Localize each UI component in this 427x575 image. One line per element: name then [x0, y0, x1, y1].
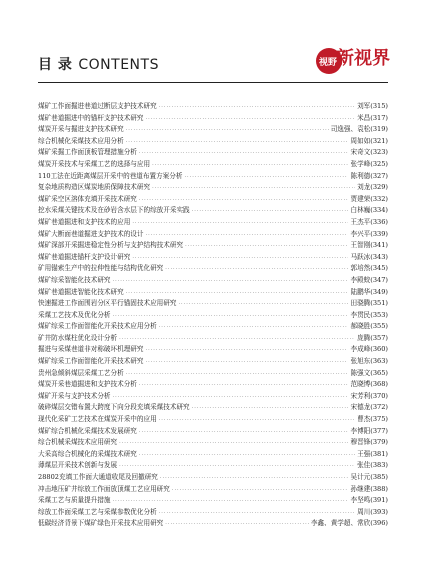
toc-entry-author: 张佳	[357, 461, 371, 470]
leader-dots	[139, 380, 349, 391]
toc-entry-title: 煤炭开采巷道掘进和支护技术分析	[38, 380, 137, 389]
toc-entry-title: 综合机械化采煤技术应用分析	[38, 136, 124, 145]
toc-entry-title: 低碳经济背景下煤矿绿色开采技术应用研究	[38, 519, 164, 528]
leader-dots	[139, 148, 349, 159]
leader-dots	[178, 299, 348, 310]
toc-entry[interactable]	[38, 252, 388, 264]
leader-dots	[139, 427, 349, 438]
toc-entry-author: 范晓博	[350, 380, 371, 389]
leader-dots	[146, 114, 356, 125]
toc-entry-title: 矿用锚索生产中的拉伸性能与结构优化研究	[38, 264, 164, 273]
toc-entry-title: 综放工作面采煤工艺与采煤参数优化分析	[38, 507, 157, 516]
toc-entry-page: (370)	[370, 391, 388, 400]
toc-entry-title: 煤炭开采技术与采煤工艺的选择与应用	[38, 159, 151, 168]
toc-entry-author: 周如如	[350, 136, 371, 145]
toc-entry[interactable]	[38, 240, 388, 252]
leader-dots	[139, 195, 349, 206]
toc-entry-page: (325)	[370, 159, 388, 168]
toc-entry-author: 李鑫、黄学超、常欣	[310, 519, 371, 528]
toc-entry-page: (339)	[370, 229, 388, 238]
toc-entry-page: (360)	[370, 345, 388, 354]
toc-entry-page: (334)	[370, 206, 388, 215]
toc-entry-page: (317)	[370, 113, 388, 122]
toc-entry-title: 煤矿综采智能化技术研究	[38, 275, 111, 284]
toc-entry-title: 煤矿巷道掘进智能化技术研究	[38, 287, 124, 296]
toc-entry-page: (347)	[370, 275, 388, 284]
toc-entry[interactable]	[38, 263, 388, 275]
toc-entry[interactable]	[38, 379, 388, 391]
toc-entry-author: 穆晋锋	[350, 438, 371, 447]
toc-entry-author: 张旭东	[350, 357, 371, 366]
toc-header	[38, 50, 388, 80]
toc-entry-title: 煤矿深部开采掘进稳定性分析与支护结构技术研究	[38, 241, 184, 250]
toc-entry[interactable]	[38, 437, 388, 449]
toc-entry[interactable]	[38, 344, 388, 356]
toc-entry-title: 煤矿巷道掘进中的锚杆支护技术研究	[38, 113, 144, 122]
leader-dots	[139, 450, 355, 461]
toc-entry-title: 煤矿工作面掘进巷道过断层支护技术研究	[38, 102, 157, 110]
toc-entry-title: 掘进与采煤巷道非对称破坏机理研究	[38, 345, 144, 354]
toc-entry-author: 刘龙	[357, 183, 371, 192]
logo-text: 新视界	[336, 48, 390, 69]
toc-entry-author: 孙继建	[350, 484, 371, 493]
toc-entry-title: 28802充填工作面大通道收尾及回撤研究	[38, 473, 158, 481]
toc-entry-title: 综合机械采煤技术应用研究	[38, 438, 118, 447]
leader-dots	[192, 403, 349, 414]
toc-entry[interactable]	[38, 391, 388, 403]
toc-entry-author: 庞腾	[357, 333, 371, 342]
toc-entry-author: 李贯民	[350, 310, 371, 319]
toc-entry[interactable]	[38, 333, 388, 345]
toc-entry-title: 冲击地压矿井综放工作面放顶煤工艺应用研究	[38, 484, 170, 493]
toc-entry-page: (349)	[370, 287, 388, 296]
toc-entry-author: 刘军	[357, 102, 371, 110]
leader-dots	[159, 102, 355, 113]
toc-entry-title: 煤矿开采与支护技术分析	[38, 391, 111, 400]
toc-entry-page: (375)	[370, 415, 388, 424]
leader-dots	[119, 334, 355, 345]
toc-entry-page: (377)	[370, 426, 388, 435]
toc-entry-title: 煤矿采掘工作面顶板管理措施分析	[38, 148, 137, 157]
toc-entry[interactable]	[38, 136, 388, 148]
leader-dots	[113, 311, 349, 322]
toc-entry-page: (363)	[370, 357, 388, 366]
toc-entry[interactable]	[38, 484, 388, 496]
toc-entry-page: (319)	[370, 125, 388, 134]
toc-entry[interactable]	[38, 310, 388, 322]
leader-dots	[113, 496, 349, 507]
toc-entry-author: 王强	[357, 449, 371, 458]
toc-entry-title: 煤矿综合机械化采煤技术发展研究	[38, 426, 137, 435]
toc-entry-author: 李博阳	[350, 426, 371, 435]
toc-entry-page: (355)	[370, 322, 388, 331]
toc-entry-title: 煤矿巷道掘进和支护技术的应用	[38, 217, 131, 226]
toc-entry[interactable]	[38, 101, 388, 113]
toc-entry[interactable]	[38, 113, 388, 125]
toc-entry[interactable]	[38, 426, 388, 438]
leader-dots	[159, 508, 355, 519]
toc-entry-page: (368)	[370, 380, 388, 389]
toc-entry-author: 米昌	[357, 113, 371, 122]
toc-entry[interactable]	[38, 298, 388, 310]
toc-entry[interactable]	[38, 321, 388, 333]
toc-entry[interactable]	[38, 217, 388, 229]
toc-entry-title: 现代化采矿工艺技术在煤炭开采中的应用	[38, 415, 157, 424]
toc-entry[interactable]	[38, 287, 388, 299]
leader-dots	[119, 461, 355, 472]
toc-entry-page: (388)	[370, 484, 388, 493]
toc-entry-page: (315)	[370, 102, 388, 110]
toc-entry-author: 吴计元	[350, 473, 371, 481]
leader-dots	[185, 241, 348, 252]
toc-entry-author: 马跃冰	[350, 252, 371, 261]
leader-dots	[160, 473, 349, 484]
toc-entry[interactable]	[38, 205, 388, 217]
toc-entry-title: 薄煤层开采技术创新与发展	[38, 461, 118, 470]
title-en: CONTENTS	[78, 57, 159, 73]
toc-entry-page: (343)	[370, 252, 388, 261]
header-divider	[38, 82, 388, 83]
toc-entry-title: 110工法在近距离煤层开采中的巷道布置方案分析	[38, 171, 183, 180]
toc-entry[interactable]	[38, 124, 388, 136]
leader-dots	[126, 137, 349, 148]
toc-entry-page: (383)	[370, 461, 388, 470]
toc-entry-title: 煤矿综采工作面智能化开采技术研究	[38, 357, 144, 366]
leader-dots	[146, 357, 349, 368]
toc-entry[interactable]	[38, 194, 388, 206]
toc-entry-author: 李坚鸣	[350, 496, 371, 505]
toc-entry[interactable]	[38, 356, 388, 368]
toc-entry-author: 宋芳利	[350, 391, 371, 400]
toc-entry-page: (372)	[370, 403, 388, 412]
toc-entry-page: (336)	[370, 217, 388, 226]
toc-entry-author: 白林巍	[350, 206, 371, 215]
toc-entry[interactable]	[38, 171, 388, 183]
toc-entry-page: (341)	[370, 241, 388, 250]
toc-entry-author: 王智刚	[350, 241, 371, 250]
toc-entry-page: (381)	[370, 449, 388, 458]
toc-entry-page: (323)	[370, 148, 388, 157]
toc-entry[interactable]	[38, 275, 388, 287]
toc-entry-author: 宋德龙	[350, 403, 371, 412]
toc-entry-author: 郝晓胜	[350, 322, 371, 331]
toc-entry-page: (365)	[370, 368, 388, 377]
toc-entry-author: 司逸强、袁松	[330, 125, 371, 134]
toc-entry[interactable]	[38, 507, 388, 519]
toc-entry-author: 王杰平	[350, 217, 371, 226]
toc-entry-page: (385)	[370, 473, 388, 481]
leader-dots	[126, 125, 329, 136]
page-title	[38, 54, 159, 74]
leader-dots	[146, 345, 349, 356]
toc-entry-author: 陆鹏华	[350, 287, 371, 296]
leader-dots	[152, 183, 355, 194]
toc-entry-page: (353)	[370, 310, 388, 319]
toc-entry-title: 煤矿大断面巷道掘进支护技术的设计	[38, 229, 144, 238]
toc-entry-title: 大采高综合机械化的采煤技术研究	[38, 449, 137, 458]
toc-entry-author: 张学峰	[350, 159, 371, 168]
leader-dots	[184, 172, 348, 183]
toc-entry-title: 煤矿巷道掘进锚杆支护设计研究	[38, 252, 131, 261]
toc-entry-author: 李殿蛟	[350, 275, 371, 284]
toc-entry-page: (393)	[370, 507, 388, 516]
leader-dots	[126, 288, 349, 299]
toc-entry[interactable]	[38, 368, 388, 380]
toc-entry-title: 煤炭开采与掘进支护技术研究	[38, 125, 124, 134]
toc-entry[interactable]	[38, 518, 388, 530]
logo-mark: 视野	[319, 58, 338, 68]
leader-dots	[165, 264, 348, 275]
leader-dots	[146, 230, 349, 241]
toc-entry[interactable]	[38, 402, 388, 414]
toc-entry-title: 贵州急倾斜煤层采煤工艺分析	[38, 368, 124, 377]
leader-dots	[132, 218, 348, 229]
toc-entry-author: 郭培然	[350, 264, 371, 273]
leader-dots	[152, 160, 348, 171]
leader-dots	[192, 206, 349, 217]
toc-entry-author: 李兴平	[350, 229, 371, 238]
toc-entry-title: 煤矿综采工作面智能化开采技术应用分析	[38, 322, 157, 331]
toc-entry-title: 破碎煤层交错布置大跨度下向分段充填采煤技术研究	[38, 403, 190, 412]
toc-entry-page: (357)	[370, 333, 388, 342]
leader-dots	[113, 276, 349, 287]
toc-entry-title: 采煤工艺技术及优化分析	[38, 310, 111, 319]
toc-list	[38, 101, 388, 530]
toc-entry-author: 宋奇文	[350, 148, 371, 157]
toc-entry-page: (391)	[370, 496, 388, 505]
toc-entry[interactable]	[38, 495, 388, 507]
leader-dots	[165, 519, 309, 530]
toc-entry[interactable]	[38, 159, 388, 171]
toc-entry-title: 矿井防水煤柱优化设计分析	[38, 333, 118, 342]
title-cn: 目 录	[38, 57, 73, 73]
toc-entry-page: (321)	[370, 136, 388, 145]
toc-entry-author: 周川	[357, 507, 371, 516]
toc-entry-title: 挖水采煤关键技术及在砂岩含水层下的综放开采实践	[38, 206, 190, 215]
toc-entry[interactable]	[38, 460, 388, 472]
toc-entry-author: 陈强文	[350, 368, 371, 377]
toc-entry[interactable]	[38, 147, 388, 159]
leader-dots	[126, 369, 349, 380]
toc-entry-author: 贾建荣	[350, 194, 371, 203]
toc-entry-title: 复杂地质构造区煤炭地质保障技术研究	[38, 183, 151, 192]
toc-entry-title: 快速掘进工作面围岩分区平行锚固技术应用研究	[38, 299, 177, 308]
leader-dots	[172, 485, 349, 496]
toc-entry-author: 田骁腾	[350, 299, 371, 308]
toc-entry[interactable]	[38, 182, 388, 194]
toc-entry[interactable]	[38, 229, 388, 241]
toc-entry[interactable]	[38, 472, 388, 484]
toc-entry-page: (351)	[370, 299, 388, 308]
toc-entry-page: (327)	[370, 171, 388, 180]
leader-dots	[119, 438, 348, 449]
toc-entry[interactable]	[38, 414, 388, 426]
toc-entry-page: (332)	[370, 194, 388, 203]
leader-dots	[113, 392, 349, 403]
journal-logo	[316, 48, 388, 78]
leader-dots	[159, 415, 355, 426]
toc-entry-author: 曹杰	[357, 415, 371, 424]
toc-entry-page: (396)	[370, 519, 388, 528]
toc-entry[interactable]	[38, 449, 388, 461]
toc-entry-title: 煤矿采空区溶体充填开采技术研究	[38, 194, 137, 203]
leader-dots	[132, 253, 348, 264]
toc-entry-page: (329)	[370, 183, 388, 192]
toc-entry-author: 陈利德	[350, 171, 371, 180]
leader-dots	[159, 322, 349, 333]
toc-entry-page: (345)	[370, 264, 388, 273]
toc-entry-author: 李成峰	[350, 345, 371, 354]
toc-entry-title: 采煤工艺与质量提升措施	[38, 496, 111, 505]
toc-entry-page: (379)	[370, 438, 388, 447]
